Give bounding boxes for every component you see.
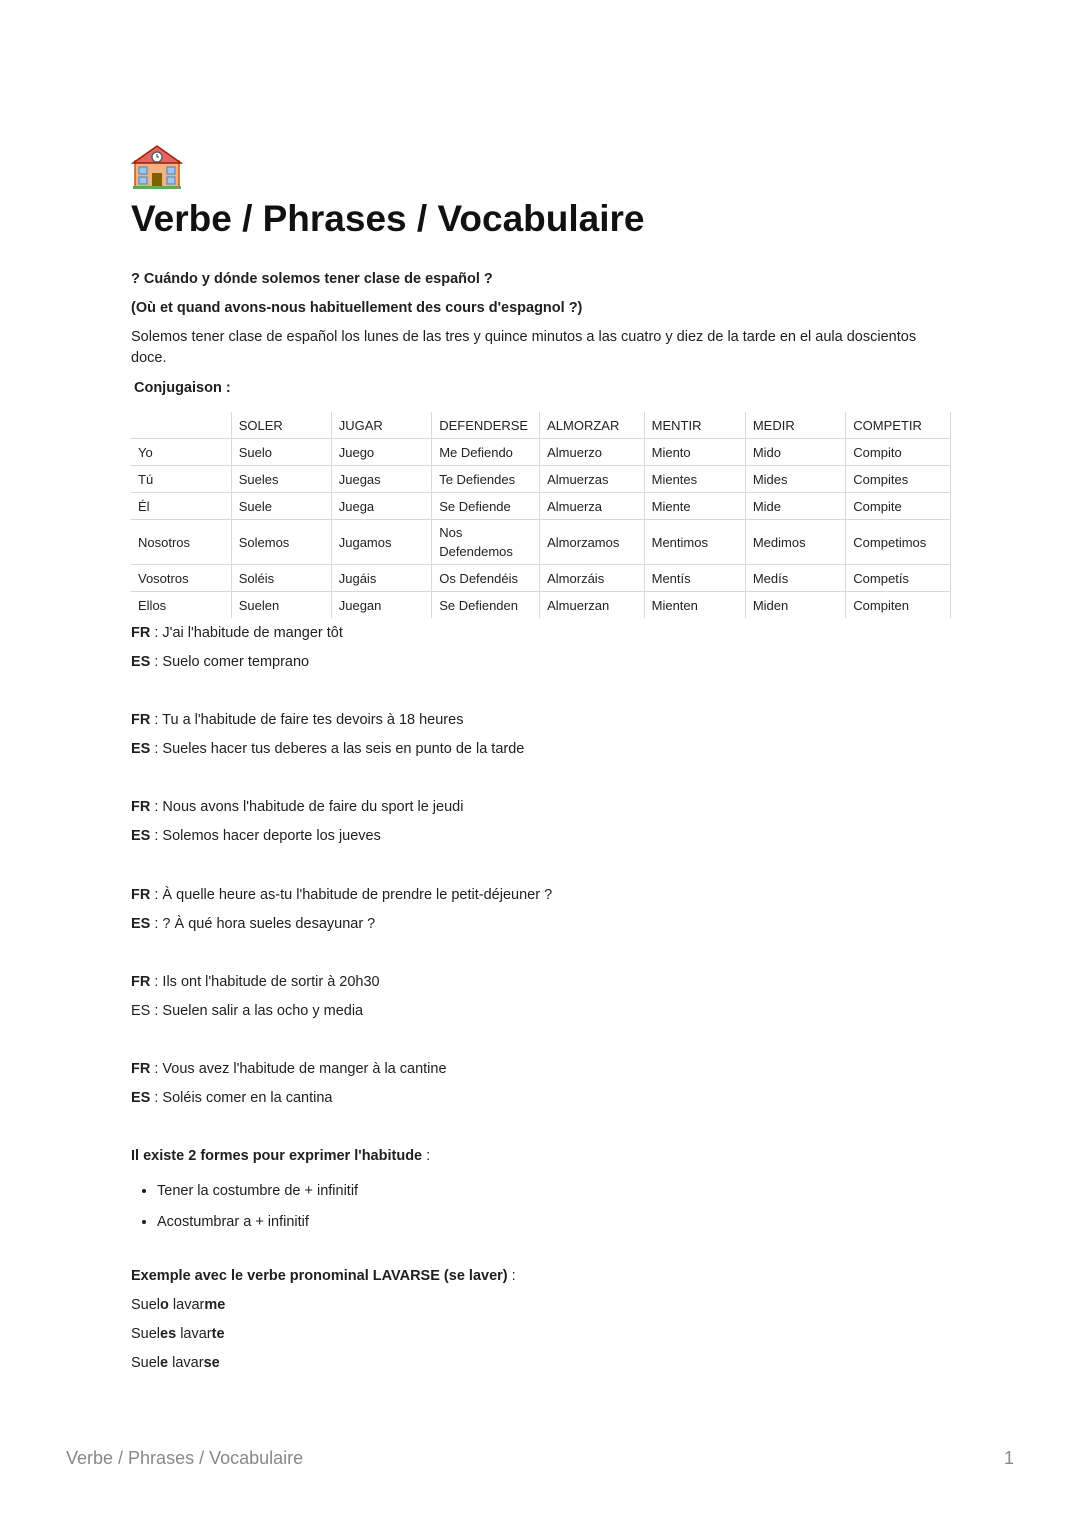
example-fr: [131, 885, 552, 906]
table-cell: Mentís: [644, 565, 745, 592]
example-fr: [131, 1059, 447, 1080]
table-cell: Suelen: [231, 592, 331, 619]
footer-title: Verbe / Phrases / Vocabulaire: [66, 1448, 304, 1468]
fr-label: FR: [131, 799, 151, 815]
table-cell: Juego: [331, 439, 431, 466]
verb-stem: Suel: [131, 1326, 161, 1342]
table-cell: Compiten: [846, 592, 951, 619]
table-cell: Miden: [745, 592, 845, 619]
forms-heading: Il existe 2 formes pour exprimer l'habitude: [131, 1148, 423, 1164]
table-cell: Medís: [745, 565, 845, 592]
table-cell: Solemos: [231, 520, 331, 565]
table-cell: Yo: [131, 439, 231, 466]
table-row: [131, 565, 951, 592]
verb-stem: Suel: [131, 1297, 161, 1313]
infinitive-stem: lavar: [168, 1297, 205, 1313]
es-text: : ? À qué hora sueles desayunar ?: [150, 916, 376, 932]
table-cell: Soléis: [231, 565, 331, 592]
table-cell: Os Defendéis: [432, 565, 540, 592]
table-cell: MENTIR: [644, 412, 745, 439]
example-es: [131, 652, 309, 673]
fr-text: : Nous avons l'habitude de faire du sport le jeudi: [150, 799, 464, 815]
table-cell: Compito: [846, 439, 951, 466]
pronominal-line: [131, 1295, 225, 1316]
table-cell: MEDIR: [745, 412, 845, 439]
table-cell: Juegas: [331, 466, 431, 493]
pronoun-ending: se: [203, 1355, 220, 1371]
verb-ending: es: [160, 1326, 177, 1342]
table-cell: Almuerza: [540, 493, 645, 520]
pronominal-heading-line: [131, 1266, 516, 1287]
example-es: [131, 739, 524, 760]
table-cell: Juegan: [331, 592, 431, 619]
example-fr: [131, 710, 463, 731]
table-cell: JUGAR: [331, 412, 431, 439]
es-label: ES: [131, 1003, 151, 1019]
table-cell: Almuerzan: [540, 592, 645, 619]
table-cell: Medimos: [745, 520, 845, 565]
table-cell: COMPETIR: [846, 412, 951, 439]
table-cell: Jugamos: [331, 520, 431, 565]
forms-colon: :: [422, 1148, 431, 1164]
table-cell: Mientes: [644, 466, 745, 493]
es-label: ES: [131, 828, 151, 844]
table-row: [131, 412, 951, 439]
table-cell: Almuerzo: [540, 439, 645, 466]
table-cell: Ellos: [131, 592, 231, 619]
table-cell: Almorzamos: [540, 520, 645, 565]
table-cell: Nos Defendemos: [432, 520, 540, 565]
list-item: • Acostumbrar a + infinitif: [157, 1207, 358, 1238]
table-cell: Te Defiendes: [432, 466, 540, 493]
es-label: ES: [131, 741, 151, 757]
verb-ending: e: [160, 1355, 169, 1371]
example-fr: [131, 623, 343, 644]
pronoun-ending: te: [211, 1326, 225, 1342]
table-cell: Él: [131, 493, 231, 520]
verb-stem: Suel: [131, 1355, 161, 1371]
conjugation-label: Conjugaison :: [134, 380, 231, 396]
example-es: [131, 914, 375, 935]
school-building-icon: [131, 143, 183, 189]
question-answer: Solemos tener clase de español los lunes de las tres y quince minutos a las cuatro y diez de la tarde en el aula doscientos doce.: [131, 329, 917, 366]
pronoun-ending: me: [204, 1297, 226, 1313]
table-cell: Miento: [644, 439, 745, 466]
pronominal-heading: Exemple avec le verbe pronominal LAVARSE (se laver): [131, 1268, 508, 1284]
verb-ending: o: [160, 1297, 169, 1313]
table-cell: Mienten: [644, 592, 745, 619]
fr-label: FR: [131, 625, 151, 641]
question-fr: (Où et quand avons-nous habituellement des cours d'espagnol ?): [131, 300, 583, 316]
table-cell: Se Defienden: [432, 592, 540, 619]
table-cell: SOLER: [231, 412, 331, 439]
table-cell: Suelo: [231, 439, 331, 466]
table-cell: Me Defiendo: [432, 439, 540, 466]
table-cell: Almuerzas: [540, 466, 645, 493]
table-cell: DEFENDERSE: [432, 412, 540, 439]
example-fr: [131, 972, 380, 993]
table-cell: Suele: [231, 493, 331, 520]
example-es: [131, 1001, 363, 1022]
table-cell: Miente: [644, 493, 745, 520]
page-number: 1: [1003, 1448, 1014, 1468]
conjugation-table-wrapper: [131, 412, 951, 618]
example-es: [131, 1088, 333, 1109]
fr-label: FR: [131, 974, 151, 990]
fr-label: FR: [131, 712, 151, 728]
table-row: [131, 592, 951, 619]
table-cell: Compites: [846, 466, 951, 493]
table-row: [131, 493, 951, 520]
table-row: [131, 520, 951, 565]
table-cell: Jugáis: [331, 565, 431, 592]
fr-text: : À quelle heure as-tu l'habitude de prendre le petit-déjeuner ?: [150, 887, 553, 903]
table-cell: Compite: [846, 493, 951, 520]
fr-label: FR: [131, 1061, 151, 1077]
pronominal-line: [131, 1353, 220, 1374]
example-fr: [131, 797, 463, 818]
fr-text: : Ils ont l'habitude de sortir à 20h30: [150, 974, 380, 990]
table-cell: Juega: [331, 493, 431, 520]
fr-text: : Vous avez l'habitude de manger à la cantine: [150, 1061, 447, 1077]
table-row: [131, 439, 951, 466]
infinitive-stem: lavar: [176, 1326, 212, 1342]
table-cell: Se Defiende: [432, 493, 540, 520]
question-es: ? Cuándo y dónde solemos tener clase de español ?: [131, 271, 493, 287]
es-text: : Solemos hacer deporte los jueves: [150, 828, 381, 844]
table-cell: Mentimos: [644, 520, 745, 565]
table-cell: ALMORZAR: [540, 412, 645, 439]
table-cell: Mido: [745, 439, 845, 466]
es-label: ES: [131, 654, 151, 670]
list-item: • Tener la costumbre de + infinitif: [157, 1176, 358, 1207]
table-cell: Mide: [745, 493, 845, 520]
table-row: [131, 466, 951, 493]
es-text: : Sueles hacer tus deberes a las seis en punto de la tarde: [150, 741, 525, 757]
conjugation-table: [131, 412, 951, 618]
es-text: : Suelo comer temprano: [150, 654, 310, 670]
fr-text: : J'ai l'habitude de manger tôt: [150, 625, 343, 641]
es-label: ES: [131, 916, 151, 932]
table-cell: [131, 412, 231, 439]
table-cell: Tú: [131, 466, 231, 493]
pronominal-colon: :: [507, 1268, 516, 1284]
table-cell: Competís: [846, 565, 951, 592]
es-text: : Suelen salir a las ocho y media: [150, 1003, 364, 1019]
infinitive-stem: lavar: [168, 1355, 204, 1371]
table-cell: Competimos: [846, 520, 951, 565]
fr-text: : Tu a l'habitude de faire tes devoirs à 18 heures: [150, 712, 464, 728]
example-es: [131, 826, 381, 847]
es-text: : Soléis comer en la cantina: [150, 1090, 333, 1106]
table-cell: Mides: [745, 466, 845, 493]
pronominal-line: [131, 1324, 225, 1345]
es-label: ES: [131, 1090, 151, 1106]
table-cell: Vosotros: [131, 565, 231, 592]
fr-label: FR: [131, 887, 151, 903]
table-cell: Nosotros: [131, 520, 231, 565]
table-cell: Almorzáis: [540, 565, 645, 592]
forms-heading-line: [131, 1146, 430, 1167]
table-cell: Sueles: [231, 466, 331, 493]
forms-list: [131, 1176, 358, 1238]
page-title: Verbe / Phrases / Vocabulaire: [131, 198, 645, 239]
